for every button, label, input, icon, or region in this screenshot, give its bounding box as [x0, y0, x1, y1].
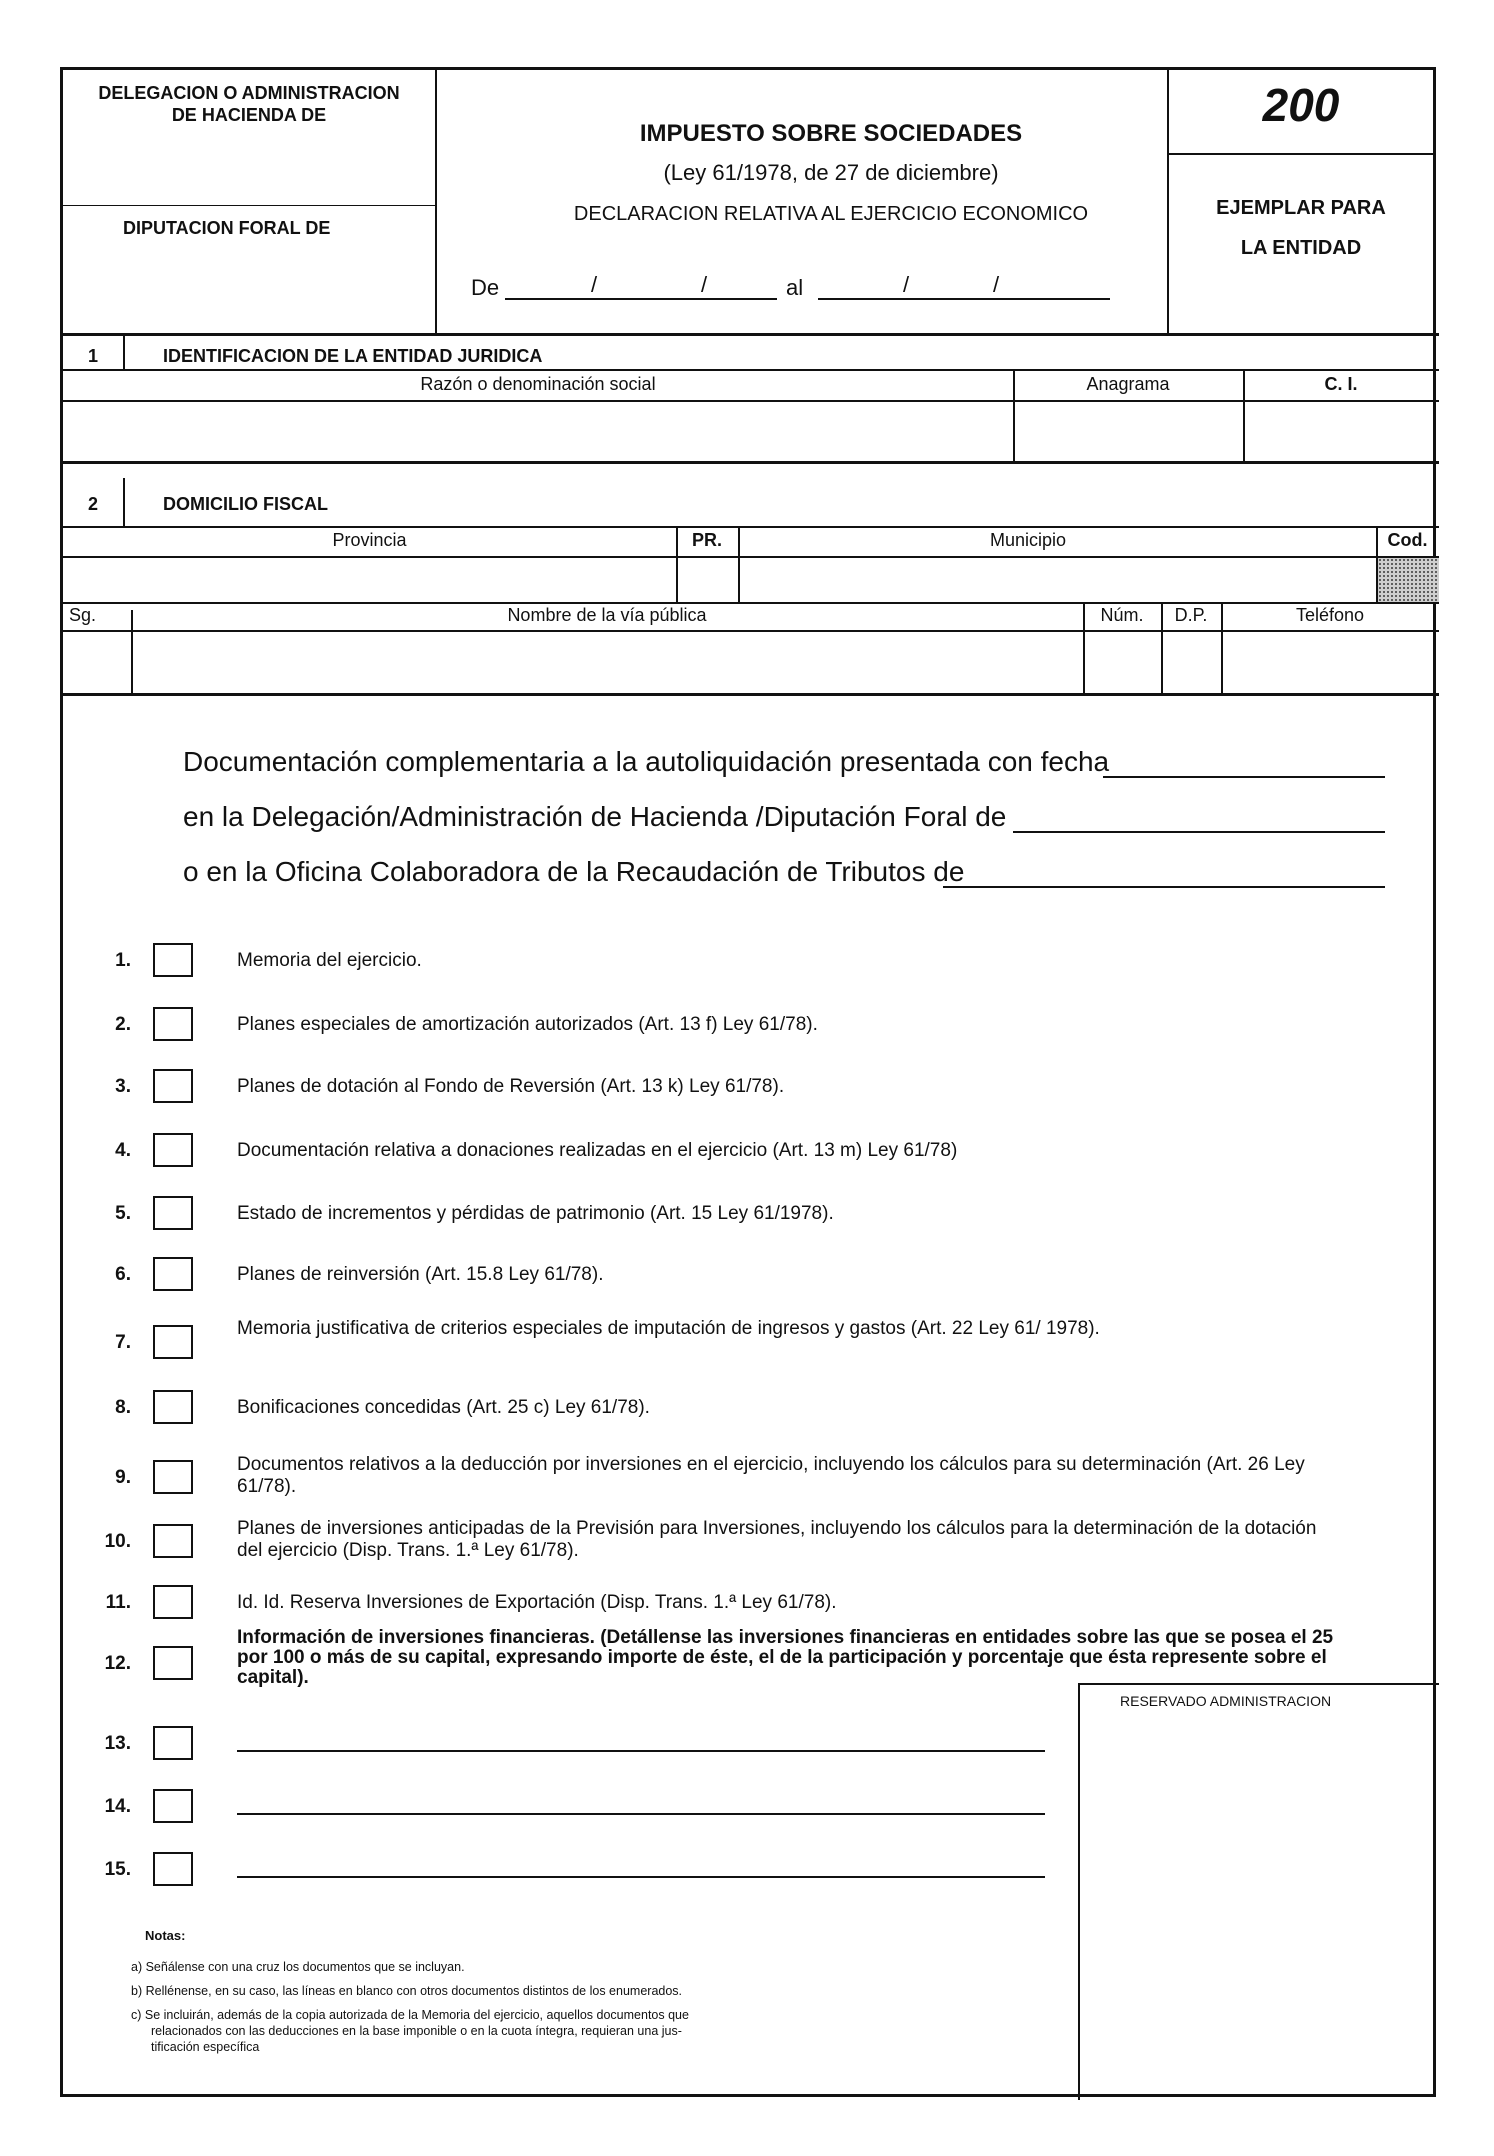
col-municipio: Municipio [989, 530, 1067, 550]
item-15-checkbox[interactable] [153, 1852, 193, 1886]
doc-line-2: en la Delegación/Administración de Hacienda /Diputación Foral de [183, 801, 1007, 832]
item-10-text: Planes de inversiones anticipadas de la Previsión para Inversiones, incluyendo los cálculos para la determinación de la dotación del ejercicio (Disp. Trans. 1.ª Ley 61/78). [237, 1518, 1317, 1561]
item-3-text: Planes de dotación al Fondo de Reversión (Art. 13 k) Ley 61/78). [237, 1076, 785, 1097]
via-publica-field[interactable] [133, 632, 1081, 692]
exercise-label: DECLARACION RELATIVA AL EJERCICIO ECONOMICO [573, 203, 1089, 225]
office-line-1: DELEGACION O ADMINISTRACION [98, 83, 400, 103]
col-provincia: Provincia [332, 530, 407, 550]
item-7-text: Memoria justificativa de criterios especiales de imputación de ingresos y gastos (Art. 22 Ley 61/ 1978). [237, 1318, 1100, 1339]
municipio-field[interactable] [740, 558, 1374, 600]
item-2-text: Planes especiales de amortización autorizados (Art. 13 f) Ley 61/78). [237, 1014, 818, 1035]
ci-field[interactable] [1245, 402, 1437, 460]
item-6-text: Planes de reinversión (Art. 15.8 Ley 61/78). [237, 1264, 604, 1285]
pr-field[interactable] [678, 558, 736, 600]
item-13-checkbox[interactable] [153, 1726, 193, 1760]
note-c-line-2: relacionados con las deducciones en la base imponible o en la cuota íntegra, requieran una jus- [151, 2024, 682, 2038]
doc-delegacion-field[interactable] [1013, 831, 1385, 833]
item-5-text: Estado de incrementos y pérdidas de patrimonio (Art. 15 Ley 61/1978). [237, 1203, 834, 1224]
sg-field[interactable] [63, 632, 129, 692]
item-1-number: 1. [115, 950, 131, 971]
item-8-text: Bonificaciones concedidas (Art. 25 c) Ley 61/78). [237, 1397, 650, 1418]
copy-line-2: LA ENTIDAD [1240, 237, 1362, 259]
item-2-checkbox[interactable] [153, 1007, 193, 1041]
item-8-checkbox[interactable] [153, 1390, 193, 1424]
item-6-checkbox[interactable] [153, 1257, 193, 1291]
item-1-text: Memoria del ejercicio. [237, 950, 422, 971]
cod-shaded-box [1378, 558, 1439, 602]
section-2-number: 2 [87, 494, 98, 514]
item-13-blank-line[interactable] [237, 1750, 1045, 1752]
item-12-text: Información de inversiones financieras. (Detállense las inversiones financieras en entidades sobre las que se posea el 25 por 100 o más de su capital, expresando importe de éste, el de la participación y porcentaje que ésta represente sobre el capital). [237, 1627, 1334, 1688]
anagrama-field[interactable] [1015, 402, 1241, 460]
doc-line-1: Documentación complementaria a la autoliquidación presentada con fecha [183, 746, 1110, 777]
item-9-checkbox[interactable] [153, 1460, 193, 1494]
office-line-2: DE HACIENDA DE [171, 105, 327, 125]
copy-label [1167, 188, 1435, 268]
de-label: De [471, 275, 500, 300]
tax-form [60, 67, 1436, 2097]
note-a: a) Señálense con una cruz los documentos que se incluyan. [131, 1960, 465, 1974]
item-9-text: Documentos relativos a la deducción por inversiones en el ejercicio, incluyendo los cálculos para su determinación (Art. 26 Ley 61/78). [237, 1454, 1305, 1497]
note-c-line-3: tificación específica [151, 2040, 260, 2054]
al-label: al [786, 275, 804, 300]
form-title: IMPUESTO SOBRE SOCIEDADES [639, 120, 1023, 147]
item-3-number: 3. [115, 1076, 131, 1097]
col-pr: PR. [691, 530, 722, 550]
item-12-checkbox[interactable] [153, 1646, 193, 1680]
col-cod: Cod. [1387, 530, 1428, 550]
date-to-sep2: / [993, 272, 1000, 297]
item-12-number: 12. [104, 1653, 131, 1674]
copy-line-1: EJEMPLAR PARA [1216, 197, 1386, 219]
item-7-number: 7. [115, 1332, 131, 1353]
item-14-number: 14. [104, 1796, 131, 1817]
note-b: b) Rellénense, en su caso, las líneas en blanco con otros documentos distintos de los enumerados. [131, 1984, 683, 1998]
date-from-sep2: / [701, 272, 708, 297]
razon-social-field[interactable] [63, 402, 1011, 460]
item-10-checkbox[interactable] [153, 1524, 193, 1558]
section-2-title: DOMICILIO FISCAL [163, 494, 328, 514]
col-razon-social: Razón o denominación social [420, 374, 656, 394]
section-1-number: 1 [87, 346, 98, 366]
item-11-text: Id. Id. Reserva Inversiones de Exportación (Disp. Trans. 1.ª Ley 61/78). [237, 1592, 837, 1613]
col-anagrama: Anagrama [1086, 374, 1170, 394]
item-15-blank-line[interactable] [237, 1876, 1045, 1878]
doc-date-field[interactable] [1103, 776, 1385, 778]
date-from-sep1: / [591, 272, 598, 297]
date-to-field[interactable] [818, 298, 1110, 300]
reserved-admin-label: RESERVADO ADMINISTRACION [1120, 1693, 1332, 1709]
item-5-checkbox[interactable] [153, 1196, 193, 1230]
col-num: Núm. [1100, 605, 1144, 625]
item-11-checkbox[interactable] [153, 1585, 193, 1619]
item-11-number: 11. [105, 1592, 131, 1613]
telefono-field[interactable] [1223, 632, 1437, 692]
doc-line-3: o en la Oficina Colaboradora de la Recaudación de Tributos de [183, 856, 965, 887]
item-14-blank-line[interactable] [237, 1813, 1045, 1815]
col-via-publica: Nombre de la vía pública [507, 605, 707, 625]
item-10-number: 10. [104, 1531, 131, 1552]
col-sg: Sg. [69, 605, 97, 625]
item-1-checkbox[interactable] [153, 943, 193, 977]
item-9-number: 9. [115, 1467, 131, 1488]
item-3-checkbox[interactable] [153, 1069, 193, 1103]
item-4-number: 4. [115, 1140, 131, 1161]
date-to-sep1: / [903, 272, 910, 297]
item-4-text: Documentación relativa a donaciones realizadas en el ejercicio (Art. 13 m) Ley 61/78) [237, 1140, 958, 1161]
date-from-field[interactable] [505, 298, 777, 300]
doc-oficina-field[interactable] [943, 886, 1385, 888]
col-dp: D.P. [1174, 605, 1208, 625]
item-15-number: 15. [104, 1859, 131, 1880]
item-13-number: 13. [104, 1733, 131, 1754]
num-field[interactable] [1085, 632, 1159, 692]
dp-field[interactable] [1163, 632, 1219, 692]
item-2-number: 2. [115, 1014, 131, 1035]
provincia-field[interactable] [63, 558, 674, 600]
item-5-number: 5. [115, 1203, 131, 1224]
col-telefono: Teléfono [1295, 605, 1365, 625]
form-number: 200 [1262, 79, 1340, 131]
diputacion-label: DIPUTACION FORAL DE [123, 218, 331, 238]
office-label [63, 82, 435, 126]
item-14-checkbox[interactable] [153, 1789, 193, 1823]
col-ci: C. I. [1324, 374, 1358, 394]
section-1-title: IDENTIFICACION DE LA ENTIDAD JURIDICA [163, 346, 543, 366]
item-4-checkbox[interactable] [153, 1133, 193, 1167]
notes-title: Notas: [145, 1928, 186, 1943]
item-8-number: 8. [115, 1397, 131, 1418]
note-c-line-1: c) Se incluirán, además de la copia autorizada de la Memoria del ejercicio, aquellos documentos que [131, 2008, 689, 2022]
item-7-checkbox[interactable] [153, 1325, 193, 1359]
law-reference: (Ley 61/1978, de 27 de diciembre) [663, 160, 999, 185]
item-6-number: 6. [115, 1264, 131, 1285]
